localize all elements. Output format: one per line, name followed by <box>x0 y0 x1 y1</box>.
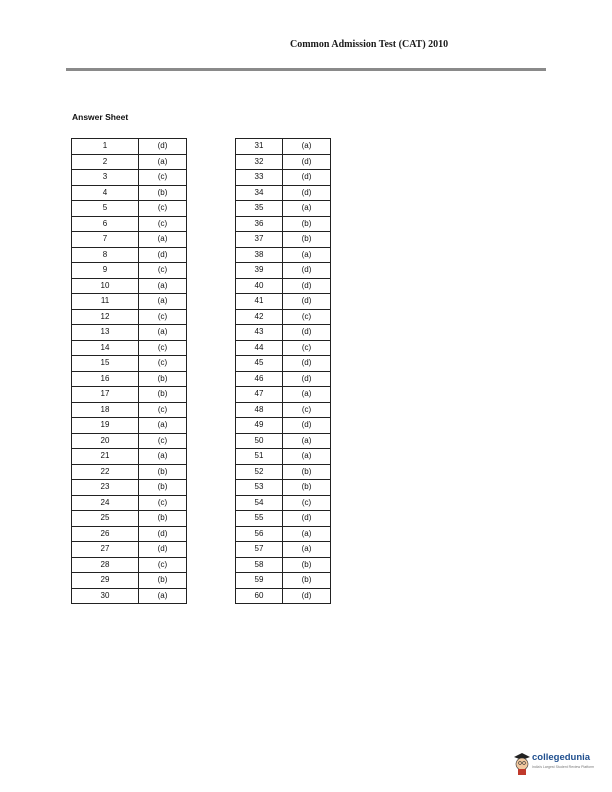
question-number: 9 <box>72 263 139 279</box>
question-number: 15 <box>72 356 139 372</box>
question-number: 36 <box>236 216 283 232</box>
answer-option: (c) <box>283 495 331 511</box>
table-row <box>236 278 331 294</box>
header-divider <box>66 68 546 71</box>
answer-option: (c) <box>283 340 331 356</box>
table-row <box>72 232 187 248</box>
answer-option: (a) <box>283 433 331 449</box>
answer-option: (c) <box>139 433 187 449</box>
question-number: 54 <box>236 495 283 511</box>
table-row <box>72 526 187 542</box>
answer-option: (d) <box>283 154 331 170</box>
question-number: 5 <box>72 201 139 217</box>
answer-option: (b) <box>139 371 187 387</box>
question-number: 50 <box>236 433 283 449</box>
answer-option: (c) <box>139 340 187 356</box>
question-number: 7 <box>72 232 139 248</box>
answer-option: (d) <box>283 170 331 186</box>
table-row <box>72 356 187 372</box>
section-title: Answer Sheet <box>72 112 129 122</box>
table-row <box>236 449 331 465</box>
answer-option: (b) <box>283 480 331 496</box>
answer-option: (a) <box>139 418 187 434</box>
question-number: 12 <box>72 309 139 325</box>
table-row <box>236 216 331 232</box>
question-number: 60 <box>236 588 283 604</box>
table-row <box>236 402 331 418</box>
table-row <box>236 309 331 325</box>
table-row <box>236 232 331 248</box>
answer-option: (c) <box>139 201 187 217</box>
table-row <box>236 542 331 558</box>
answer-option: (d) <box>139 526 187 542</box>
logo-tagline: India's Largest Student Review Platform <box>532 765 595 769</box>
answer-option: (c) <box>139 356 187 372</box>
question-number: 28 <box>72 557 139 573</box>
question-number: 14 <box>72 340 139 356</box>
table-row <box>236 557 331 573</box>
answer-option: (b) <box>283 216 331 232</box>
answer-option: (c) <box>139 170 187 186</box>
table-row <box>236 464 331 480</box>
question-number: 33 <box>236 170 283 186</box>
table-row <box>72 449 187 465</box>
question-number: 47 <box>236 387 283 403</box>
table-row <box>72 511 187 527</box>
answer-option: (b) <box>283 557 331 573</box>
answer-option: (a) <box>283 387 331 403</box>
answer-option: (a) <box>283 247 331 263</box>
table-row <box>72 433 187 449</box>
answer-option: (d) <box>139 247 187 263</box>
question-number: 13 <box>72 325 139 341</box>
table-row <box>72 294 187 310</box>
table-row <box>72 247 187 263</box>
answer-option: (a) <box>139 325 187 341</box>
question-number: 57 <box>236 542 283 558</box>
answer-option: (a) <box>283 139 331 155</box>
answer-option: (c) <box>283 402 331 418</box>
question-number: 24 <box>72 495 139 511</box>
answer-option: (d) <box>283 356 331 372</box>
answer-option: (a) <box>139 588 187 604</box>
question-number: 18 <box>72 402 139 418</box>
table-row <box>236 154 331 170</box>
answer-option: (a) <box>139 278 187 294</box>
answer-option: (d) <box>283 325 331 341</box>
question-number: 44 <box>236 340 283 356</box>
answer-option: (a) <box>283 201 331 217</box>
table-row <box>236 263 331 279</box>
answer-option: (c) <box>139 309 187 325</box>
table-row <box>72 139 187 155</box>
answer-option: (b) <box>139 511 187 527</box>
answer-option: (b) <box>139 573 187 589</box>
question-number: 19 <box>72 418 139 434</box>
question-number: 53 <box>236 480 283 496</box>
question-number: 39 <box>236 263 283 279</box>
answer-option: (d) <box>139 139 187 155</box>
answer-option: (a) <box>139 449 187 465</box>
table-row <box>72 340 187 356</box>
question-number: 16 <box>72 371 139 387</box>
answer-option: (a) <box>283 542 331 558</box>
question-number: 43 <box>236 325 283 341</box>
question-number: 30 <box>72 588 139 604</box>
table-row <box>72 170 187 186</box>
question-number: 23 <box>72 480 139 496</box>
question-number: 25 <box>72 511 139 527</box>
answer-option: (c) <box>139 557 187 573</box>
table-row <box>72 185 187 201</box>
answer-option: (d) <box>283 371 331 387</box>
question-number: 31 <box>236 139 283 155</box>
table-row <box>236 480 331 496</box>
table-row <box>236 371 331 387</box>
question-number: 56 <box>236 526 283 542</box>
answer-option: (d) <box>283 263 331 279</box>
answer-option: (d) <box>283 278 331 294</box>
answer-table-left <box>71 138 187 604</box>
table-row <box>236 139 331 155</box>
question-number: 46 <box>236 371 283 387</box>
table-row <box>72 387 187 403</box>
table-row <box>72 263 187 279</box>
answer-option: (b) <box>283 464 331 480</box>
question-number: 41 <box>236 294 283 310</box>
answer-option: (b) <box>139 480 187 496</box>
table-row <box>236 185 331 201</box>
table-row <box>236 340 331 356</box>
table-row <box>72 557 187 573</box>
answer-option: (c) <box>139 495 187 511</box>
table-row <box>72 325 187 341</box>
answer-option: (a) <box>139 294 187 310</box>
table-row <box>72 201 187 217</box>
question-number: 40 <box>236 278 283 294</box>
table-row <box>236 356 331 372</box>
answer-option: (c) <box>139 216 187 232</box>
question-number: 8 <box>72 247 139 263</box>
question-number: 11 <box>72 294 139 310</box>
table-row <box>72 154 187 170</box>
question-number: 10 <box>72 278 139 294</box>
question-number: 59 <box>236 573 283 589</box>
question-number: 21 <box>72 449 139 465</box>
answer-option: (b) <box>283 232 331 248</box>
answer-option: (c) <box>139 263 187 279</box>
table-row <box>236 247 331 263</box>
question-number: 38 <box>236 247 283 263</box>
answer-option: (d) <box>283 511 331 527</box>
question-number: 49 <box>236 418 283 434</box>
table-row <box>236 526 331 542</box>
question-number: 22 <box>72 464 139 480</box>
question-number: 42 <box>236 309 283 325</box>
question-number: 17 <box>72 387 139 403</box>
answer-option: (b) <box>139 387 187 403</box>
table-row <box>72 542 187 558</box>
table-row <box>72 309 187 325</box>
table-row <box>72 573 187 589</box>
mascot-icon <box>514 753 530 775</box>
question-number: 51 <box>236 449 283 465</box>
answer-option: (b) <box>139 464 187 480</box>
table-row <box>236 387 331 403</box>
question-number: 37 <box>236 232 283 248</box>
question-number: 3 <box>72 170 139 186</box>
answer-option: (d) <box>283 185 331 201</box>
answer-option: (d) <box>283 294 331 310</box>
question-number: 6 <box>72 216 139 232</box>
question-number: 27 <box>72 542 139 558</box>
table-row <box>236 325 331 341</box>
answer-option: (c) <box>139 402 187 418</box>
table-row <box>236 201 331 217</box>
question-number: 20 <box>72 433 139 449</box>
table-row <box>236 495 331 511</box>
question-number: 52 <box>236 464 283 480</box>
table-row <box>72 278 187 294</box>
question-number: 55 <box>236 511 283 527</box>
question-number: 34 <box>236 185 283 201</box>
answer-option: (a) <box>139 232 187 248</box>
question-number: 26 <box>72 526 139 542</box>
question-number: 45 <box>236 356 283 372</box>
answer-option: (a) <box>283 526 331 542</box>
table-row <box>236 588 331 604</box>
question-number: 1 <box>72 139 139 155</box>
question-number: 29 <box>72 573 139 589</box>
table-row <box>72 216 187 232</box>
question-number: 4 <box>72 185 139 201</box>
table-row <box>236 170 331 186</box>
answer-option: (c) <box>283 309 331 325</box>
table-row <box>72 480 187 496</box>
table-row <box>236 418 331 434</box>
question-number: 2 <box>72 154 139 170</box>
answer-option: (b) <box>283 573 331 589</box>
table-row <box>236 433 331 449</box>
table-row <box>236 294 331 310</box>
table-row <box>72 402 187 418</box>
table-row <box>72 371 187 387</box>
answer-option: (d) <box>283 588 331 604</box>
document-title: Common Admission Test (CAT) 2010 <box>290 39 449 50</box>
table-row <box>236 573 331 589</box>
table-row <box>72 495 187 511</box>
question-number: 32 <box>236 154 283 170</box>
question-number: 48 <box>236 402 283 418</box>
answer-option: (d) <box>283 418 331 434</box>
answer-table-right <box>235 138 331 604</box>
answer-option: (a) <box>139 154 187 170</box>
table-row <box>72 464 187 480</box>
table-row <box>236 511 331 527</box>
answer-option: (a) <box>283 449 331 465</box>
question-number: 58 <box>236 557 283 573</box>
answer-option: (d) <box>139 542 187 558</box>
logo-brand: collegedunia <box>532 752 591 763</box>
table-row <box>72 588 187 604</box>
answer-option: (b) <box>139 185 187 201</box>
question-number: 35 <box>236 201 283 217</box>
table-row <box>72 418 187 434</box>
